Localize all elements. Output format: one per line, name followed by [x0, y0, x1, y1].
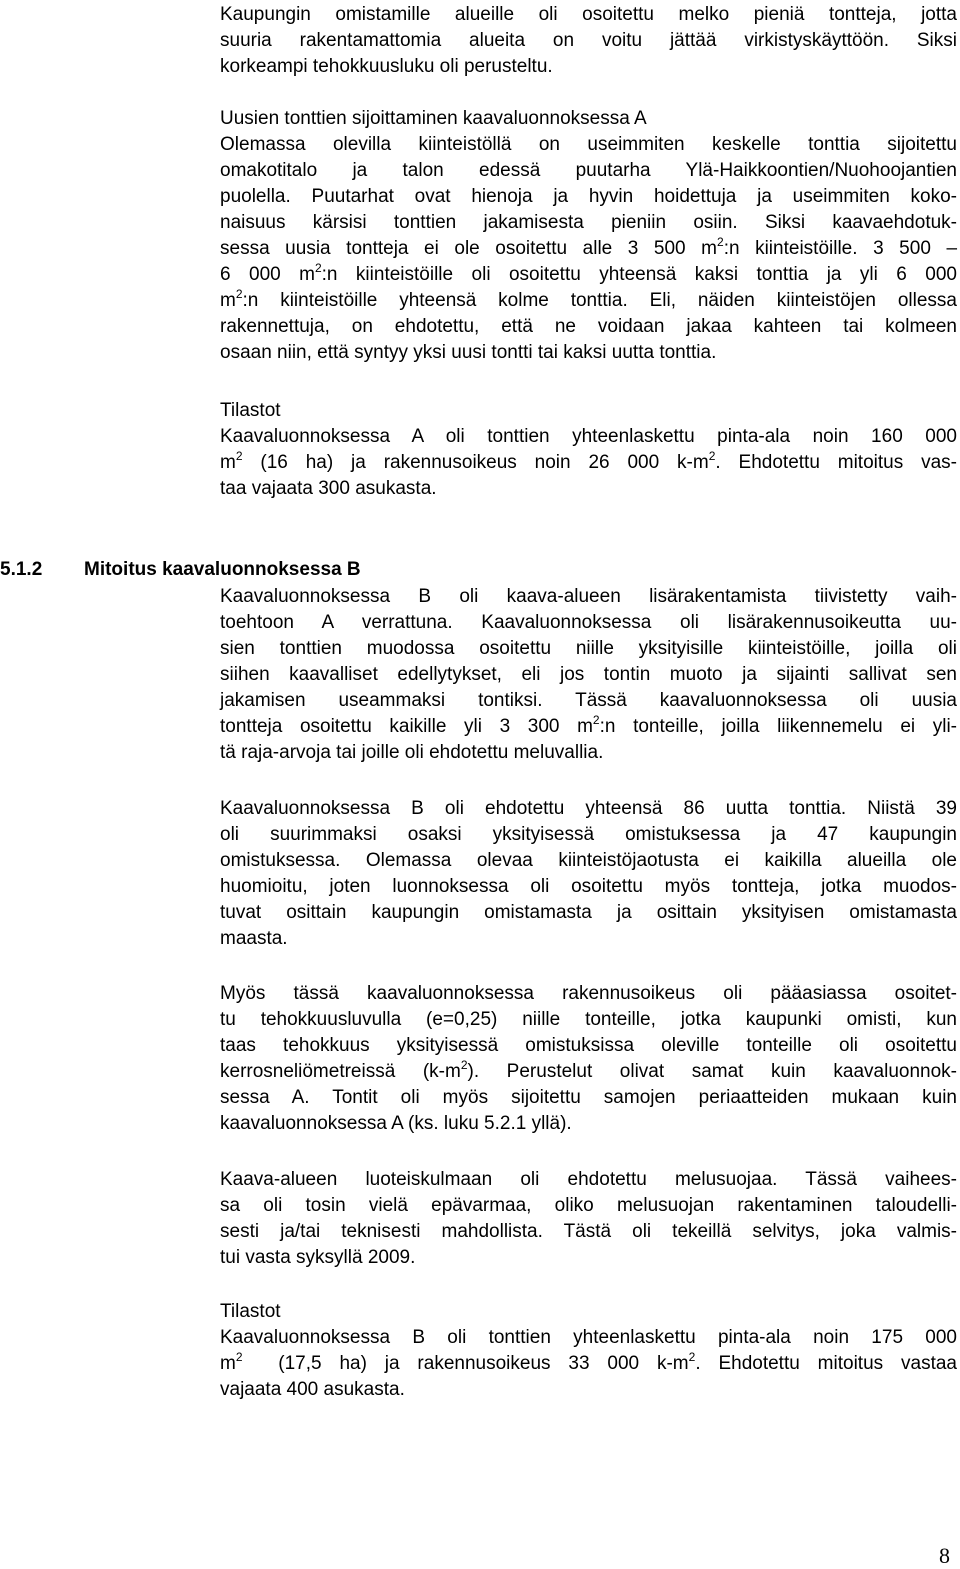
text-line: tu tehokkuusluvulla (e=0,25) niille tonteille, jotka kaupunki omisti, kun [220, 1009, 957, 1030]
text-line: Kaavaluonnoksessa B oli kaava-alueen lisärakentamista tiivistetty vaih- [220, 586, 957, 607]
text-line: tontteja osoitettu kaikille yli 3 300 $m^2:n$ tonteille, joilla liikennemelu ei yli- [220, 712, 957, 737]
text-line: $m^2$ (17,5 ha) ja rakennusoikeus 33 000 $k-m^2$. Ehdotettu mitoitus vastaa [220, 1349, 957, 1374]
paragraph-intro [220, 2, 957, 80]
text-line: korkeampi tehokkuusluku oli perusteltu. [220, 56, 553, 77]
text-line: osaan niin, että syntyy yksi uusi tontti tai kaksi uutta tonttia. [220, 342, 717, 363]
text-line: $m^2$ (16 ha) ja rakennusoikeus noin 26 000 $k-m^2$. Ehdotettu mitoitus vas- [220, 448, 957, 473]
subheading: Tilastot [220, 1301, 281, 1322]
text-line: kaavaluonnoksessa A (ks. luku 5.2.1 yllä). [220, 1113, 572, 1134]
text-line: $m^2:n$ kiinteistöille yhteensä kolme tonttia. Eli, näiden kiinteistöjen ollessa [220, 286, 957, 311]
paragraph-plan-b [220, 584, 957, 766]
section-number: 5.1.2 [0, 559, 43, 580]
text-line: vajaata 400 asukasta. [220, 1379, 405, 1400]
text-line: sa oli tosin vielä epävarmaa, oliko melusuojan rakentaminen taloudelli- [220, 1195, 957, 1216]
text-line: omistuksessa. Olemassa olevaa kiinteistöjaotusta ei kaikilla alueilla ole [220, 850, 957, 871]
text-line: huomioitu, joten luonnoksessa oli osoitettu myös tontteja, jotka muodos- [220, 876, 957, 897]
text-line: suuria rakentamattomia alueita on voitu jättää virkistyskäyttöön. Siksi [220, 30, 957, 51]
text-line: Kaava-alueen luoteiskulmaan oli ehdotettu melusuojaa. Tässä vaihees- [220, 1169, 957, 1190]
subheading: Tilastot [220, 400, 281, 421]
text-line: tui vasta syksyllä 2009. [220, 1247, 416, 1268]
text-line: taas tehokkuus yksityisessä omistuksissa oleville tonteille oli osoitettu [220, 1035, 957, 1056]
paragraph-statistics-a [220, 398, 957, 502]
text-line: omakotitalo ja talon edessä puutarha Ylä-Haikkoontien/Nuohoojantien [220, 160, 957, 181]
text-line: Kaavaluonnoksessa A oli tonttien yhteenlaskettu pinta-ala noin 160 000 [220, 426, 957, 447]
text-line: Kaavaluonnoksessa B oli ehdotettu yhteensä 86 uutta tonttia. Niistä 39 [220, 798, 957, 819]
text-line: 6 000 $m^2:n$ kiinteistöille oli osoitettu yhteensä kaksi tonttia ja yli 6 000 [220, 260, 957, 285]
text-line: taa vajaata 300 asukasta. [220, 478, 437, 499]
text-line: tä raja-arvoja tai joille oli ehdotettu meluvallia. [220, 742, 604, 763]
text-line: sien tonttien muodossa osoitettu niille yksityisille kiinteistöille, joilla oli [220, 638, 957, 659]
text-line: puolella. Puutarhat ovat hienoja ja hyvin hoidettuja ja useimmiten koko- [220, 186, 957, 207]
text-line: Kaupungin omistamille alueille oli osoitettu melko pieniä tontteja, jotta [220, 4, 957, 25]
paragraph-new-plots [220, 796, 957, 952]
text-line: oli suurimmaksi osaksi yksityisessä omistuksessa ja 47 kaupungin [220, 824, 957, 845]
paragraph-building-rights [220, 981, 957, 1137]
page-number: 8 [939, 1543, 950, 1568]
paragraph-statistics-b [220, 1299, 957, 1403]
text-line: sessa A. Tontit oli myös sijoitettu samojen periaatteiden mukaan kuin [220, 1087, 957, 1108]
text-line: jakamisen useammaksi tontiksi. Tässä kaavaluonnoksessa oli uusia [220, 690, 957, 711]
text-line: Olemassa olevilla kiinteistöllä on useimmiten keskelle tonttia sijoitettu [220, 134, 957, 155]
subheading: Uusien tonttien sijoittaminen kaavaluonnoksessa A [220, 108, 647, 129]
text-line: tuvat osittain kaupungin omistamasta ja osittain yksityisen omistamasta [220, 902, 957, 923]
text-line: toehtoon A verrattuna. Kaavaluonnoksessa oli lisärakennusoikeutta uu- [220, 612, 957, 633]
section-title: Mitoitus kaavaluonnoksessa B [84, 559, 361, 580]
text-line: Myös tässä kaavaluonnoksessa rakennusoikeus oli pääasiassa osoitet- [220, 983, 957, 1004]
text-line: rakennettuja, on ehdotettu, että ne voidaan jakaa kahteen tai kolmeen [220, 316, 957, 337]
text-line: siihen kaavalliset edellytykset, eli jos tontin muoto ja sijainti sallivat sen [220, 664, 957, 685]
paragraph-plot-placement-a [220, 106, 957, 366]
text-line: sesti ja/tai teknisesti mahdollista. Tästä oli tekeillä selvitys, joka valmis- [220, 1221, 957, 1242]
paragraph-noise-barrier [220, 1167, 957, 1271]
text-line: Kaavaluonnoksessa B oli tonttien yhteenlaskettu pinta-ala noin 175 000 [220, 1327, 957, 1348]
text-line: sessa uusia tontteja ei ole osoitettu alle 3 500 $m^2:n$ kiinteistöille. 3 500 – [220, 234, 958, 259]
text-line: naisuus kärsisi tonttien jakamisesta pieniin osiin. Siksi kaavaehdotuk- [220, 212, 957, 233]
text-line: kerrosneliömetreissä $(k-m^2)$. Perustelut olivat samat kuin kaavaluonnok- [220, 1057, 957, 1082]
text-line: maasta. [220, 928, 288, 949]
